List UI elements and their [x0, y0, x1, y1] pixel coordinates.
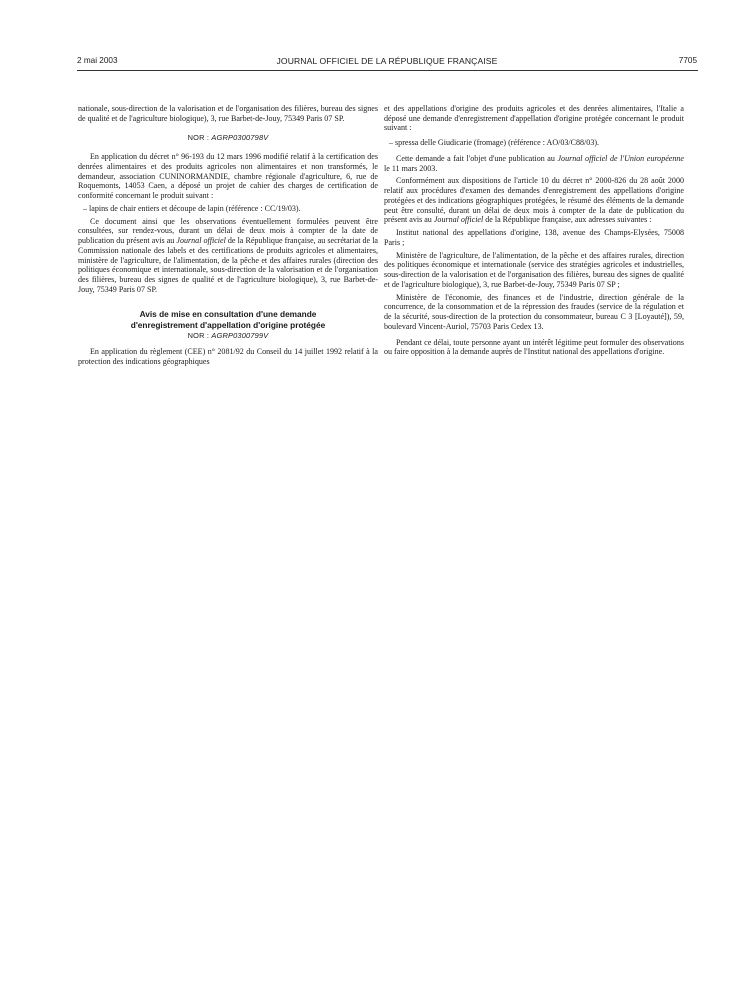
product-list-item: – spressa delle Giudicarie (fromage) (référence : AO/03/C88/03).	[389, 138, 600, 148]
journal-reference: Journal officiel de l'Union européenne	[557, 153, 684, 163]
regulation-paragraph: En application du règlement (CEE) n° 2081/92 du Conseil du 14 juillet 1992 relatif à la protection des indications géographiques	[78, 346, 378, 366]
continued-paragraph: nationale, sous-direction de la valorisation et de l'organisation des filières, bureau des signes de qualité et de l'agriculture biologique), 3, rue Barbet-de-Jouy, 75349 Paris 07 SP.	[78, 104, 378, 123]
decree-paragraph: En application du décret n° 96-193 du 12 mars 1996 modifié relatif à la certification des denrées alimentaires et des produits agricoles non alimentaires et non transformés, le demandeur, association CUNINORMANDIE, chambre régionale d'agriculture, 6, rue de Roquemonts, 14053 Caen, a déposé un projet de cahier des charges de certification de conformité concernant le produit suivant :	[78, 152, 378, 200]
text-segment: Ce document ainsi que les observations éventuellement formulées peuvent être consultées, sur rendez-vous, durant un délai de deux mois à compter de la date de publication du présent avis au	[78, 216, 378, 246]
conformity-paragraph	[384, 176, 684, 225]
text-segment: Conformément aux dispositions de l'article 10 du décret n° 2000-826 du 28 août 2000 relatif aux procédures d'examen des demandes d'enregistrement des appellations d'origine protégées et des indications géographiques protégées, le résumé des éléments de la demande peut être consulté, durant un délai de deux mois à compter de la date de publication du présent avis au	[384, 176, 684, 225]
text-segment: Cette demande a fait l'objet d'une publication au	[396, 153, 558, 163]
right-column	[384, 104, 684, 360]
page-header	[77, 56, 697, 70]
text-segment: le 11 mars 2003.	[384, 163, 438, 173]
text-segment: de la République française, aux adresses suivantes :	[483, 215, 652, 225]
issue-date: 2 mai 2003	[77, 56, 118, 65]
nor-label: NOR :	[187, 133, 212, 143]
journal-title: JOURNAL OFFICIEL DE LA RÉPUBLIQUE FRANÇAISE	[276, 56, 498, 66]
journal-reference: Journal officiel	[176, 236, 226, 246]
product-list-item: – lapins de chair entiers et découpe de lapin (référence : CC/19/03).	[83, 203, 301, 213]
nor-reference-1	[78, 133, 378, 143]
nor-label: NOR :	[187, 331, 212, 341]
nor-code: AGRP0300798V	[211, 133, 269, 143]
address-inao: Institut national des appellations d'origine, 138, avenue des Champs-Elysées, 75008 Paris ;	[384, 228, 684, 247]
opposition-paragraph: Pendant ce délai, toute personne ayant un intérêt légitime peut formuler des observations ou faire opposition à la demande auprès de l'Institut national des appellations d'origine.	[384, 337, 684, 357]
journal-reference: Journal officiel	[433, 215, 484, 225]
nor-reference-2	[78, 331, 378, 341]
notice-title-line: d'enregistrement d'appellation d'origine protégée	[130, 319, 326, 330]
page-number: 7705	[678, 56, 697, 65]
continued-paragraph: et des appellations d'origine des produits agricoles et des denrées alimentaires, l'Italie a déposé une demande d'enregistrement d'appellation d'origine protégée concernant le produit suivant :	[384, 104, 684, 133]
publication-paragraph	[384, 154, 684, 173]
left-column	[78, 104, 378, 369]
notice-title-line: Avis de mise en consultation d'une demande	[139, 309, 317, 320]
notice-title	[78, 309, 378, 330]
address-economy-ministry: Ministère de l'économie, des finances et de l'industrie, direction générale de la concurrence, de la consommation et de la répression des fraudes (service de la régulation et de la sécurité, sous-direction de la protection du consommateur, bureau C 3 [Loyauté]), 59, boulevard Vincent-Auriol, 75703 Paris Cedex 13.	[384, 292, 684, 331]
address-agriculture-ministry: Ministère de l'agriculture, de l'alimentation, de la pêche et des affaires rurales, direction des politiques économique et internationale (service des stratégies agricoles et industrielles, sous-direction de la valorisation et de l'organisation des filières, bureau des signes de qualité et de l'agriculture biologique), 3, rue Barbet-de-Jouy, 75349 Paris 07 SP ;	[384, 250, 684, 289]
consultation-paragraph	[78, 217, 378, 295]
text-segment: de la République française, au secrétariat de la Commission nationale des labels et des certifications de produits agricoles et alimentaires, ministère de l'agriculture, de l'alimentation, de la pêche et des affaires rurales (direction des politiques économique et internationale, sous-direction de la valorisation et de l'organisation des filières, bureau des signes de qualité et de l'agriculture biologique), 3, rue Barbet-de-Jouy, 75349 Paris 07 SP.	[78, 236, 378, 294]
nor-code: AGRP0300799V	[211, 331, 269, 341]
header-divider	[77, 70, 698, 71]
